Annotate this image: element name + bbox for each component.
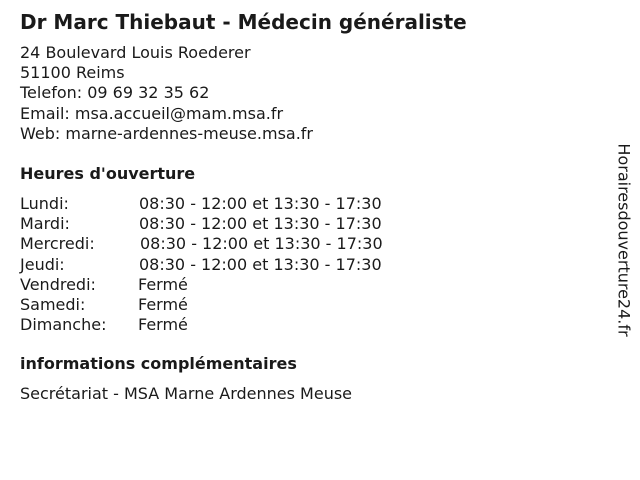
additional-info-heading: informations complémentaires: [20, 354, 297, 373]
day-label: Jeudi:: [20, 254, 65, 274]
day-label: Vendredi:: [20, 274, 96, 294]
address-city: 51100 Reims: [20, 63, 125, 83]
day-hours: Fermé: [138, 294, 188, 314]
day-label: Mercredi:: [20, 234, 95, 254]
contact-block: [20, 43, 313, 144]
page-title: Dr Marc Thiebaut - Médecin généraliste: [20, 10, 467, 34]
site-watermark: Horairesdouverture24.fr: [614, 143, 634, 337]
website-url: Web: marne-ardennes-meuse.msa.fr: [20, 123, 313, 143]
day-hours: Fermé: [138, 315, 188, 335]
day-label: Lundi:: [20, 194, 69, 213]
day-hours: Fermé: [138, 274, 188, 294]
email-address: Email: msa.accueil@mam.msa.fr: [20, 103, 284, 123]
day-label: Mardi:: [20, 214, 70, 234]
phone-number: Telefon: 09 69 32 35 62: [20, 83, 210, 103]
opening-hours-heading: Heures d'ouverture: [20, 164, 196, 183]
day-hours: 08:30 - 12:00 et 13:30 - 17:30: [139, 214, 382, 234]
day-label: Samedi:: [20, 294, 86, 314]
day-hours: 08:30 - 12:00 et 13:30 - 17:30: [139, 254, 382, 274]
additional-info-text: Secrétariat - MSA Marne Ardennes Meuse: [20, 384, 353, 403]
day-hours: 08:30 - 12:00 et 13:30 - 17:30: [140, 234, 383, 254]
address-street: 24 Boulevard Louis Roederer: [20, 43, 251, 62]
day-label: Dimanche:: [20, 315, 107, 335]
day-hours: 08:30 - 12:00 et 13:30 - 17:30: [139, 194, 382, 213]
